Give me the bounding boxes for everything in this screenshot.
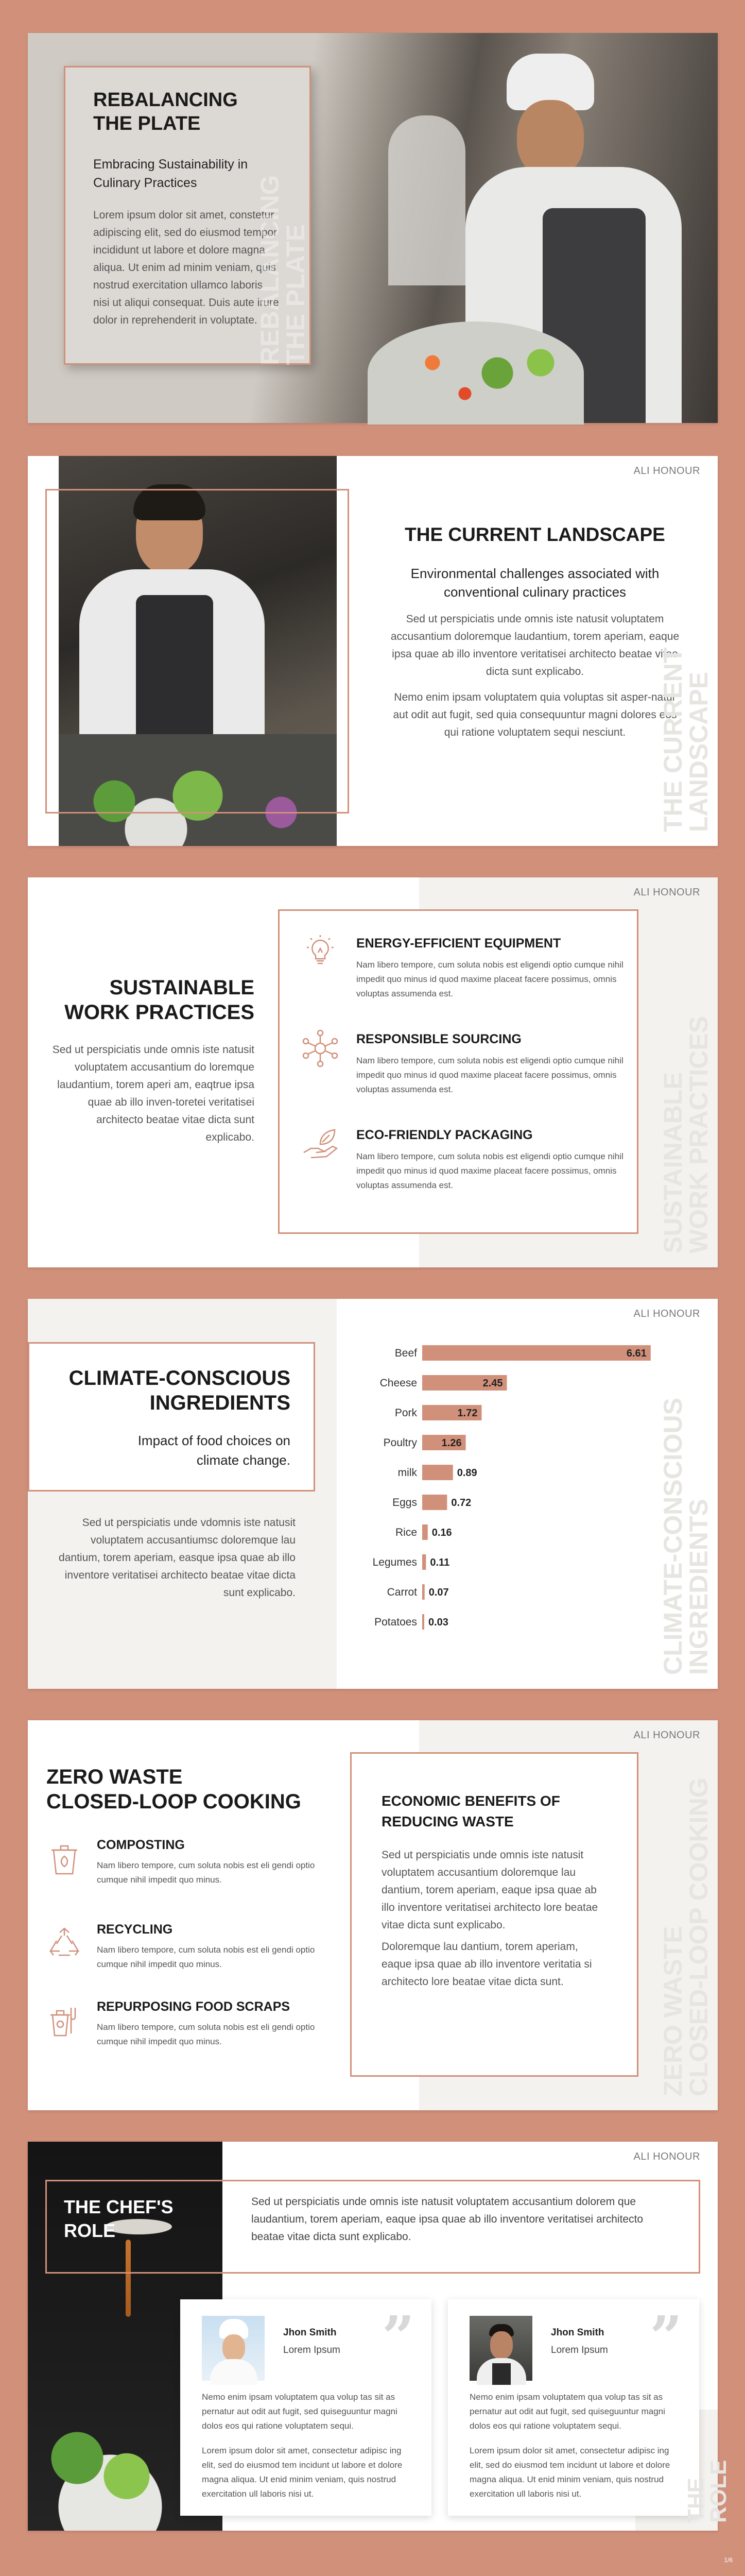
waste-item	[46, 1922, 335, 1989]
waste-item-text: Nam libero tempore, cum soluta nobis est eli gendi optio cumque nihil impedit quo minus.	[97, 1860, 315, 1885]
value-label: 0.72	[451, 1497, 472, 1509]
value-label: 1.72	[457, 1408, 478, 1419]
watermark-line-1: ZERO WASTE	[659, 1926, 687, 2096]
card-text: Lorem ipsum dolor sit amet, consectetur adipisc ing elit, sed do eiusmod tem incidunt ut labore et dolore magna aliqua. Ut enid minim veniam, quis nostrud exercitation ull laboris nisi ut.	[470, 2446, 670, 2499]
category-label: Rice	[395, 1527, 417, 1538]
slide-subtitle: Impact of food choices on climate change.	[137, 1433, 290, 1468]
value-label: 6.61	[626, 1348, 647, 1359]
salad-dish	[28, 2410, 193, 2531]
practice-item	[300, 1124, 623, 1206]
vertical-watermark	[660, 1006, 712, 1253]
value-label: 1.26	[441, 1437, 462, 1449]
person-role: Lorem Ipsum	[551, 2345, 608, 2355]
paragraph-2: Nemo enim ipsam voluptatem quia voluptas sit asper-natur aut odit aut fugit, sed quia consequuntur magni dolores eos qui ratione voluptatem sequi nesciunt.	[393, 691, 677, 738]
practice-text: Nam libero tempore, cum soluta nobis est eligendi optio cumque nihil impedit quo minus id quod maxime placeat facere possimus, omnis voluptas assumenda est.	[356, 1151, 623, 1190]
bar	[422, 1465, 453, 1480]
box-title	[382, 1791, 607, 1832]
practice-item	[300, 932, 623, 1014]
network-icon	[300, 1028, 341, 1069]
practice-title: ENERGY-EFFICIENT EQUIPMENT	[356, 936, 561, 951]
card-text: Lorem ipsum dolor sit amet, consectetur adipisc ing elit, sed do eiusmod tem incidunt ut labore et dolore magna aliqua. Ut enid minim veniam, quis nostrud exercitation ull laboris nisi ut.	[202, 2446, 403, 2499]
box-title-line-2: REDUCING WASTE	[382, 1814, 514, 1829]
watermark-line-1: REBALANCING	[255, 175, 284, 365]
card-quote: Nemo enim ipsam voluptatem qua volup tas sit as pernatur aut odit aut fugit, sed quiseguuntur magni dolos eos qui ratione voluptatem sequi.	[202, 2392, 397, 2431]
person-name: Jhon Smith	[283, 2327, 337, 2338]
watermark-line-2: THE PLATE	[281, 224, 310, 365]
title-line-1: REBALANCING	[93, 89, 238, 111]
waste-item-title: REPURPOSING FOOD SCRAPS	[97, 1999, 290, 2014]
value-label: 0.03	[428, 1617, 448, 1628]
value-label: 0.89	[457, 1467, 477, 1479]
title-line-1: ZERO WASTE	[46, 1766, 183, 1788]
vertical-watermark	[685, 2430, 730, 2523]
bar	[422, 1524, 428, 1540]
food-scraps-icon	[46, 2003, 82, 2039]
recycle-icon	[46, 1925, 82, 1961]
slide-subtitle: Environmental challenges associated with conventional culinary practices	[410, 566, 660, 600]
slide-body: Sed ut perspiciatis unde vdomnis iste natusit voluptatem accusantiumsc doloremque lau dantium, torem aperiam, easque ipsa quae ab illo inventore veritatisei architecto beatae vitae dicta sunt explicabo.	[59, 1517, 296, 1599]
slide-title	[93, 88, 282, 135]
intro-text: Sed ut perspiciatis unde omnis iste natusit voluptatem accusantium dolorem que laudantium, torem aperiam, eaque ipsa quae ab illo inventore veritatisei architecto beatae vitae dicta sunt explicabo.	[251, 2196, 644, 2243]
box-title-line-1: ECONOMIC BENEFITS OF	[382, 1793, 560, 1809]
watermark-line-2: LANDSCAPE	[684, 671, 713, 832]
category-label: Pork	[394, 1407, 417, 1419]
slide-title	[48, 975, 254, 1025]
box-paragraph-2: Doloremque lau dantium, torem aperiam, eaque ipsa quae ab illo inventore veritatia si architecto lore beatae vitae dicta sunt.	[382, 1941, 592, 1988]
slide-title	[46, 1765, 335, 1814]
waste-item	[46, 1838, 335, 1905]
waste-item	[46, 1999, 335, 2066]
slide-rebalancing	[28, 33, 718, 423]
subtitle-line-2: Culinary Practices	[93, 176, 197, 190]
watermark-line-1: THE	[683, 2478, 708, 2523]
slide-title: THE CURRENT LANDSCAPE	[405, 524, 665, 545]
vertical-watermark	[660, 1366, 712, 1675]
practice-text: Nam libero tempore, cum soluta nobis est eligendi optio cumque nihil impedit quo minus id quod maxime placeat facere possimus, omnis voluptas assumenda est.	[356, 1056, 623, 1094]
slide-zero-waste	[28, 1720, 718, 2110]
slide-subtitle	[93, 155, 282, 192]
category-label: Poultry	[383, 1437, 417, 1449]
person-name: Jhon Smith	[551, 2327, 604, 2338]
card-quote: Nemo enim ipsam voluptatem qua volup tas sit as pernatur aut odit aut fugit, sed quiseguuntur magni dolos eos qui ratione voluptatem sequi.	[470, 2392, 665, 2431]
category-label: Beef	[394, 1347, 417, 1359]
watermark-line-1: THE CURRENT	[659, 647, 687, 832]
chef-head	[517, 100, 584, 177]
title-line-2: THE PLATE	[93, 113, 201, 134]
bar	[422, 1614, 424, 1630]
category-label: Legumes	[372, 1556, 417, 1568]
title-line-1: SUSTAINABLE	[109, 976, 254, 999]
title-line-2: CLOSED-LOOP COOKING	[46, 1790, 301, 1813]
title-line-2: ROLE	[64, 2220, 116, 2241]
box-paragraph-1: Sed ut perspiciatis unde omnis iste natusit voluptatem accusantium doloremque lau dantium, torem aperiam, eaque ipsa quae ab illo inventore veritatisei architecto lore beatae vitae dicta sunt explicabo.	[382, 1849, 598, 1931]
testimonial-card	[448, 2299, 699, 2516]
waste-item-title: COMPOSTING	[97, 1838, 185, 1852]
value-label: 0.11	[430, 1557, 450, 1568]
value-label: 2.45	[482, 1378, 503, 1389]
avatar	[470, 2316, 532, 2381]
bar	[422, 1345, 651, 1361]
title-line-2: WORK PRACTICES	[64, 1001, 254, 1024]
background-cook	[388, 115, 465, 285]
photo-frame	[45, 489, 349, 814]
bar	[422, 1584, 425, 1600]
brand-label: ALI HONOUR	[633, 2151, 700, 2162]
value-label: 0.07	[428, 1587, 449, 1598]
page-number: 1/6	[724, 2556, 733, 2564]
slide-title	[64, 2195, 174, 2243]
category-label: Carrot	[387, 1586, 417, 1598]
slide-body: Lorem ipsum dolor sit amet, constetur adipiscing elit, sed do eiusmod tempor incididunt ut labore et dolore magna aliqua. Ut enim ad minim veniam, quis nostrud exercitation ullamco laboris nisi ut aliqui consequat. Duis aute irure dolor in reprehenderit in voluptate.	[93, 209, 279, 326]
watermark-line-2: ROLE	[706, 2460, 731, 2523]
bar	[422, 1554, 426, 1570]
practice-text: Nam libero tempore, cum soluta nobis est eligendi optio cumque nihil impedit quo minus id quod maxime placeat facere possimus, omnis voluptas assumenda est.	[356, 960, 623, 998]
lightbulb-icon	[300, 932, 341, 973]
compost-bin-icon	[46, 1841, 82, 1877]
watermark-line-2: INGREDIENTS	[684, 1499, 713, 1675]
watermark-line-2: WORK PRACTICES	[684, 1015, 713, 1253]
vertical-watermark	[257, 154, 308, 365]
vertical-watermark	[660, 1756, 712, 2096]
practice-item	[300, 1028, 623, 1110]
category-label: Potatoes	[374, 1616, 417, 1628]
economic-box	[350, 1752, 638, 2077]
emissions-bar-chart	[362, 1340, 692, 1670]
waste-item-title: RECYCLING	[97, 1922, 173, 1937]
practice-title: RESPONSIBLE SOURCING	[356, 1032, 522, 1046]
watermark-line-2: CLOSED-LOOP COOKING	[684, 1777, 713, 2096]
quote-mark-icon: ”	[650, 2303, 683, 2370]
person-role: Lorem Ipsum	[283, 2345, 340, 2355]
waste-item-text: Nam libero tempore, cum soluta nobis est eli gendi optio cumque nihil impedit quo minus.	[97, 2022, 315, 2046]
category-label: Cheese	[379, 1377, 417, 1389]
practice-title: ECO-FRIENDLY PACKAGING	[356, 1128, 533, 1142]
brand-label: ALI HONOUR	[633, 887, 700, 898]
value-label: 0.16	[431, 1527, 452, 1538]
watermark-line-1: SUSTAINABLE	[659, 1072, 687, 1253]
avatar-body	[210, 2359, 257, 2385]
watermark-line-1: CLIMATE-CONSCIOUS	[659, 1398, 687, 1675]
testimonial-card	[180, 2299, 431, 2516]
brand-label: ALI HONOUR	[633, 1730, 700, 1741]
quote-mark-icon: ”	[382, 2303, 415, 2370]
slide-title	[43, 1366, 290, 1415]
subtitle-line-1: Embracing Sustainability in	[93, 157, 248, 172]
hand-leaf-icon	[300, 1124, 341, 1165]
avatar-face	[222, 2334, 245, 2361]
category-label: milk	[397, 1467, 417, 1479]
avatar-apron	[492, 2363, 511, 2385]
title-line-1: CLIMATE-CONSCIOUS	[68, 1367, 290, 1389]
avatar-face	[490, 2331, 513, 2359]
avatar	[202, 2316, 265, 2381]
category-label: Eggs	[392, 1497, 417, 1509]
vertical-watermark	[660, 626, 712, 832]
slide-body: Sed ut perspiciatis unde omnis iste natusit voluptatem accusantium do loremque laudantium, torem aperi am, eaqtrue ipsa quae ab illo inven-toretei veritatisei architecto beatae vitae dicta sunt explicabo.	[52, 1044, 254, 1143]
title-line-2: INGREDIENTS	[149, 1392, 290, 1414]
slide-climate-ingredients	[28, 1299, 718, 1689]
slide-current-landscape	[28, 456, 718, 846]
title-line-1: THE CHEF'S	[64, 2196, 174, 2217]
brand-label: ALI HONOUR	[633, 1308, 700, 1319]
paragraph-1: Sed ut perspiciatis unde omnis iste natusit voluptatem accusantium doloremque laudantium, torem aperiam, eaque ipsa quae ab illo inventore veritatisei architecto beatae vitae dicta sunt explicabo.	[390, 613, 680, 677]
waste-item-text: Nam libero tempore, cum soluta nobis est eli gendi optio cumque nihil impedit quo minus.	[97, 1945, 315, 1969]
brand-label: ALI HONOUR	[633, 465, 700, 477]
bar	[422, 1495, 447, 1510]
vegetable-plate	[368, 321, 584, 425]
slide-chefs-role	[28, 2142, 731, 2531]
slide-sustainable-work	[28, 877, 718, 1267]
